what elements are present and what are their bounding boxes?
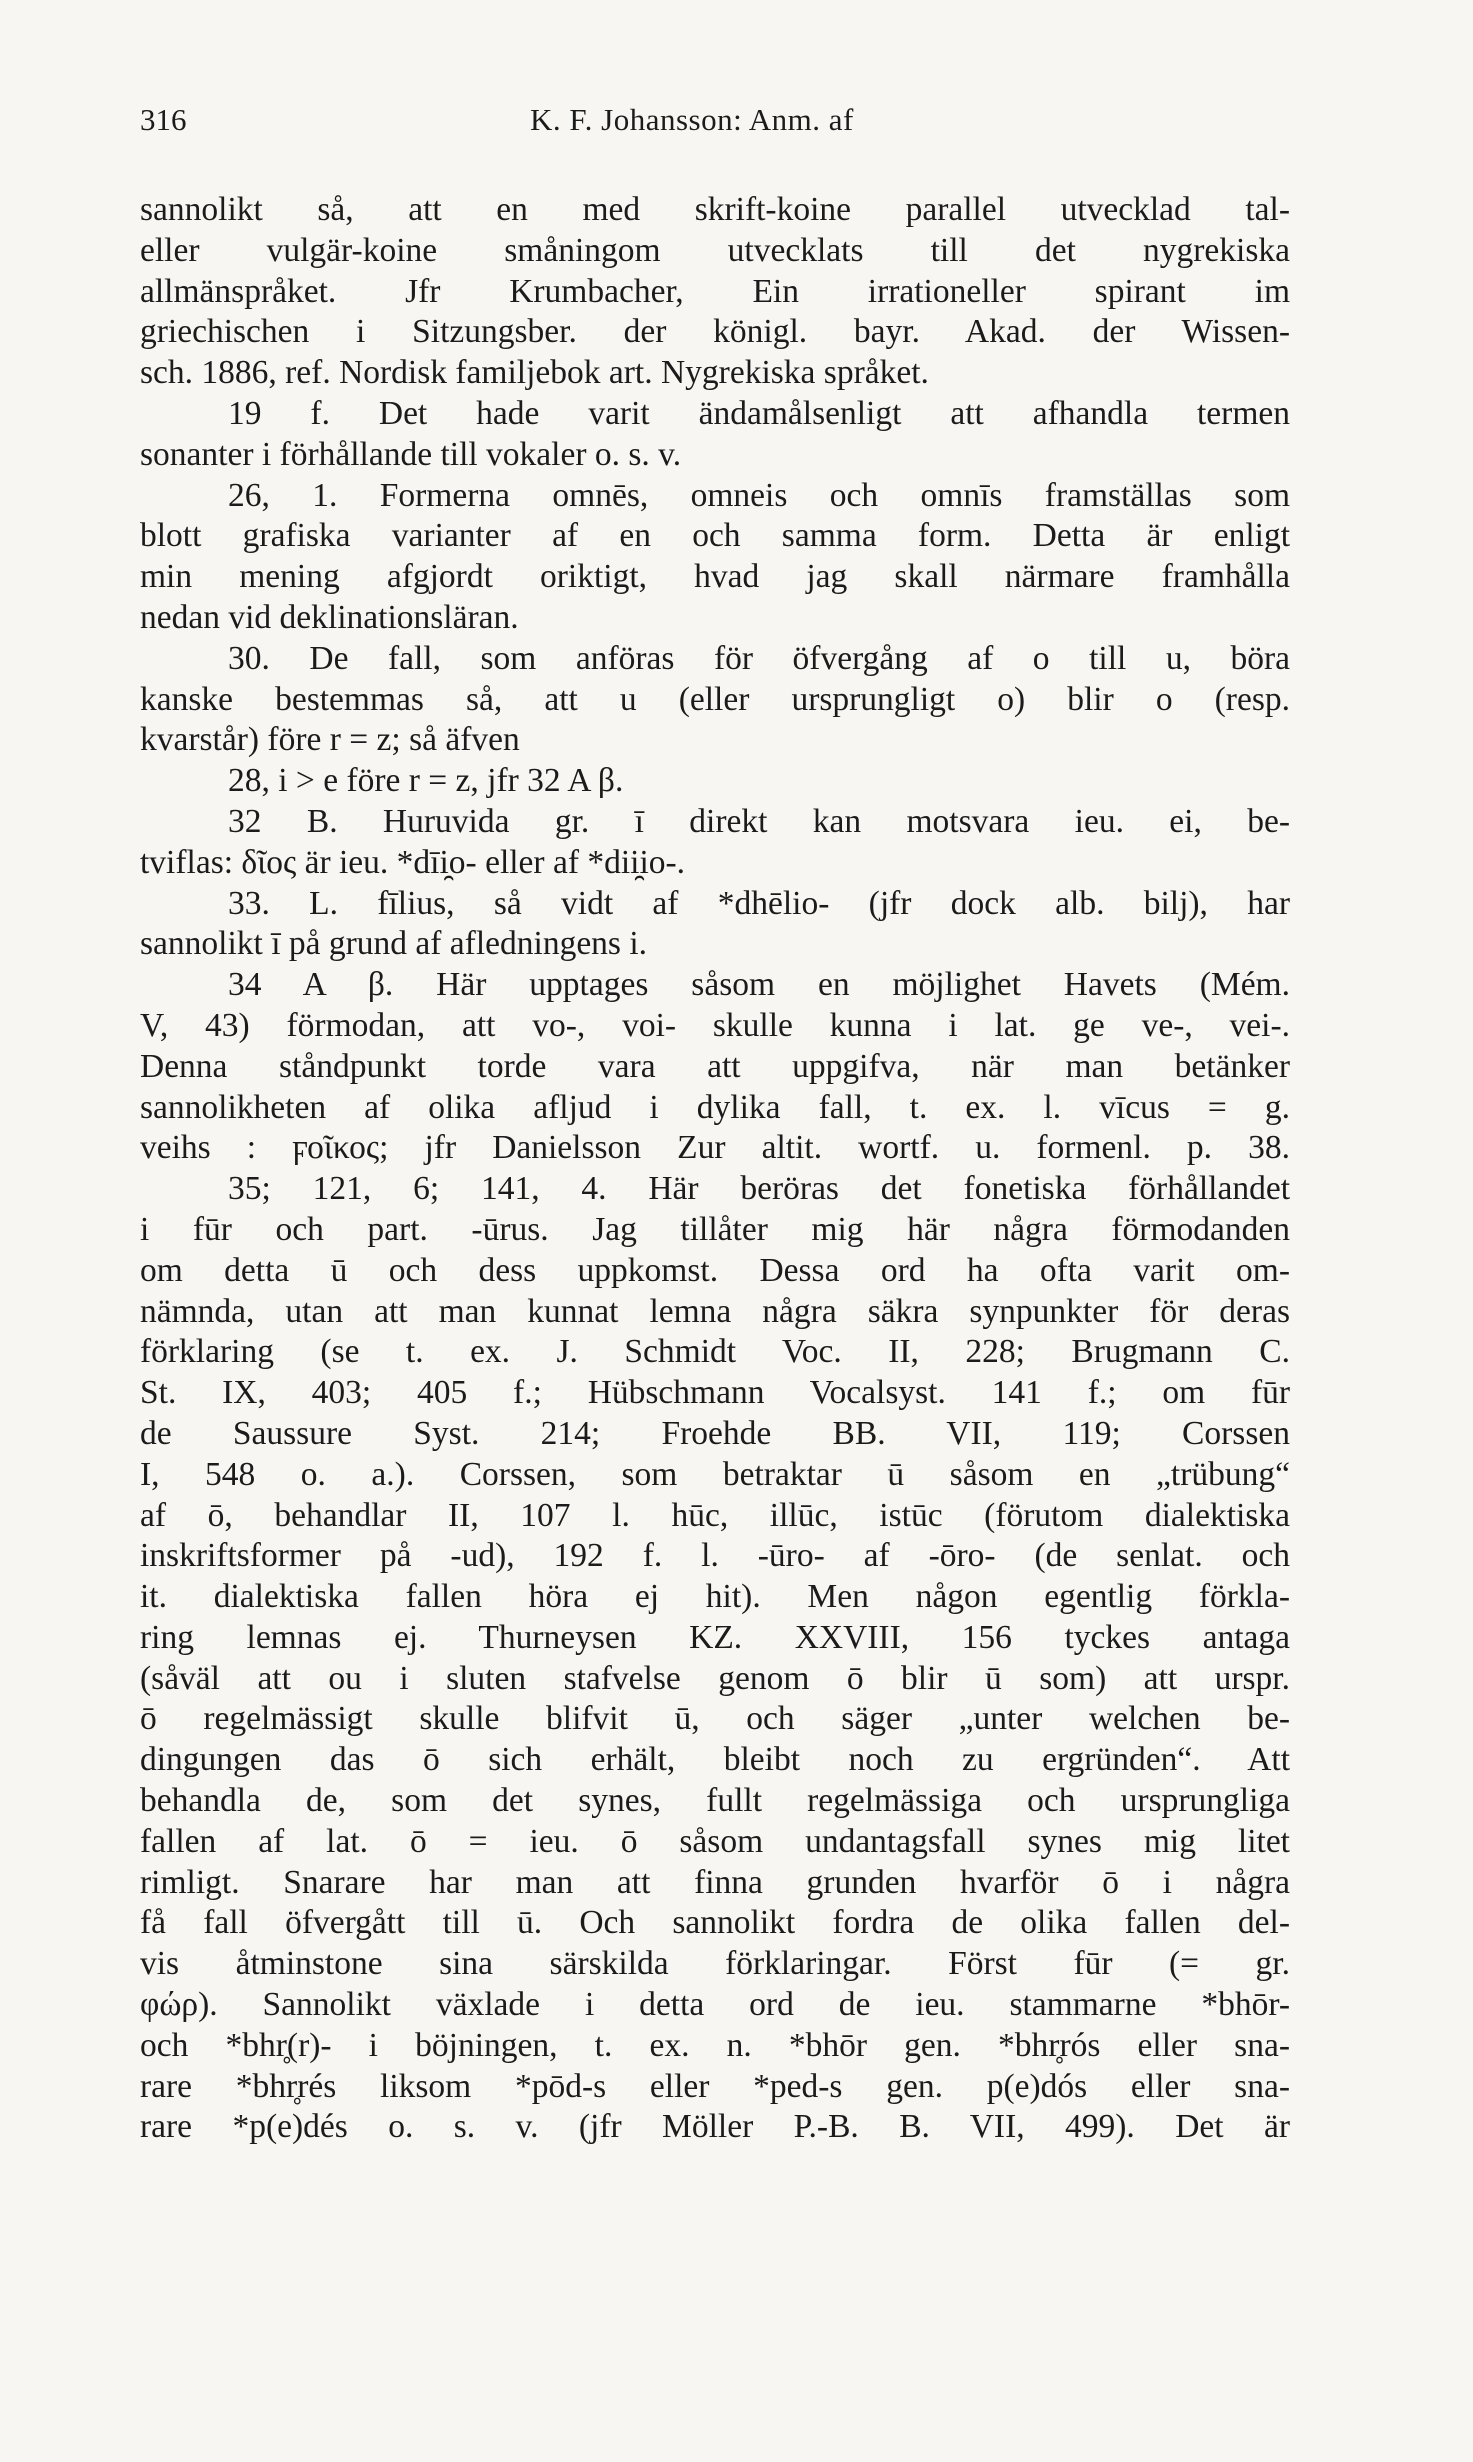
- text-line: sannolikt så, att en med skrift-koine parallel utvecklad tal-: [140, 191, 1290, 228]
- paragraph-start-line: 19 f. Det hade varit ändamålsenligt att afhandla termen: [228, 394, 1290, 432]
- text-line: och *bhr̥(r)- i böjningen, t. ex. n. *bhōr gen. *bhr̥rós eller sna-: [140, 2026, 1290, 2064]
- text-line: kvarstår) före r = z; så äfven: [140, 721, 520, 759]
- text-line: behandla de, som det synes, fullt regelmässiga och ursprungliga: [140, 1782, 1290, 1820]
- running-head: K. F. Johansson: Anm. af: [530, 102, 854, 137]
- paragraph-start-line: 28, i > e före r = z, jfr 32 A β.: [228, 762, 624, 800]
- text-line: tviflas: δῖος är ieu. *dīi̯o- eller af *dii̯io-.: [140, 843, 686, 881]
- text-line: nämnda, utan att man kunnat lemna några säkra synpunkter för deras: [140, 1292, 1290, 1330]
- paragraph-start-line: 32 B. Huruvida gr. ī direkt kan motsvara ieu. ei, be-: [228, 802, 1290, 840]
- text-line: V, 43) förmodan, att vo-, voi- skulle kunna i lat. ge ve-, vei-.: [140, 1006, 1290, 1044]
- text-line: nedan vid deklinationsläran.: [140, 598, 519, 636]
- text-line: rimligt. Snarare har man att finna grunden hvarför ō i några: [140, 1863, 1290, 1901]
- text-line: sannolikheten af olika afljud i dylika fall, t. ex. l. vīcus = g.: [140, 1088, 1290, 1126]
- body-text: [140, 190, 1290, 2148]
- text-line: fallen af lat. ō = ieu. ō såsom undantagsfall synes mig litet: [140, 1822, 1290, 1860]
- page-number: 316: [140, 102, 187, 137]
- text-line: få fall öfvergått till ū. Och sannolikt fordra de olika fallen del-: [140, 1904, 1290, 1942]
- paragraph-start-line: 33. L. fīlius, så vidt af *dhēlio- (jfr dock alb. bilj), har: [228, 884, 1290, 922]
- paragraph-start-line: 34 A β. Här upptages såsom en möjlighet Havets (Mém.: [228, 966, 1290, 1004]
- text-line: (såväl att ou i sluten stafvelse genom ō blir ū som) att urspr.: [140, 1659, 1290, 1697]
- text-line: förklaring (se t. ex. J. Schmidt Voc. II, 228; Brugmann C.: [140, 1333, 1290, 1371]
- text-line: allmänspråket. Jfr Krumbacher, Ein irrationeller spirant im: [140, 272, 1290, 310]
- text-line: om detta ū och dess uppkomst. Dessa ord ha ofta varit om-: [140, 1251, 1290, 1289]
- text-line: min mening afgjordt oriktigt, hvad jag skall närmare framhålla: [140, 558, 1290, 596]
- text-line: Denna ståndpunkt torde vara att uppgifva, när man betänker: [140, 1047, 1290, 1085]
- text-line: inskriftsformer på -ud), 192 f. l. -ūro- af -ōro- (de senlat. och: [140, 1537, 1290, 1575]
- paragraph-start-line: 35; 121, 6; 141, 4. Här beröras det fonetiska förhållandet: [228, 1170, 1290, 1208]
- text-line: it. dialektiska fallen höra ej hit). Men någon egentlig förkla-: [140, 1578, 1290, 1616]
- text-line: ō regelmässigt skulle blifvit ū, och säger „unter welchen be-: [140, 1700, 1290, 1738]
- text-line: sch. 1886, ref. Nordisk familjebok art. Nygrekiska språket.: [140, 354, 929, 392]
- text-line: af ō, behandlar II, 107 l. hūc, illūc, istūc (förutom dialektiska: [140, 1496, 1290, 1534]
- text-line: sannolikt ī på grund af afledningens i.: [140, 925, 648, 963]
- text-line: eller vulgär-koine småningom utvecklats till det nygrekiska: [140, 231, 1290, 269]
- text-line: sonanter i förhållande till vokaler o. s. v.: [140, 435, 682, 473]
- text-line: vis åtminstone sina särskilda förklaringar. Först fūr (= gr.: [140, 1945, 1290, 1983]
- page-header: [140, 92, 1290, 142]
- text-line: I, 548 o. a.). Corssen, som betraktar ū såsom en „trübung“: [140, 1455, 1290, 1493]
- text-line: blott grafiska varianter af en och samma form. Detta är enligt: [140, 517, 1290, 555]
- text-line: dingungen das ō sich erhält, bleibt noch zu ergründen“. Att: [140, 1741, 1290, 1779]
- text-line: φώρ). Sannolikt växlade i detta ord de ieu. stammarne *bhōr-: [140, 1986, 1290, 2024]
- paragraph-start-line: 26, 1. Formerna omnēs, omneis och omnīs framställas som: [228, 476, 1290, 514]
- text-line: ring lemnas ej. Thurneysen KZ. XXVIII, 156 tyckes antaga: [140, 1618, 1290, 1656]
- text-line: i fūr och part. -ūrus. Jag tillåter mig här några förmodanden: [140, 1210, 1290, 1248]
- text-line: kanske bestemmas så, att u (eller ursprungligt o) blir o (resp.: [140, 680, 1290, 718]
- text-line: griechischen i Sitzungsber. der königl. bayr. Akad. der Wissen-: [140, 313, 1290, 351]
- text-line: rare *p(e)dés o. s. v. (jfr Möller P.-B. B. VII, 499). Det är: [140, 2108, 1290, 2146]
- text-line: St. IX, 403; 405 f.; Hübschmann Vocalsyst. 141 f.; om fūr: [140, 1374, 1290, 1412]
- text-line: veihs : ϝοῖκος; jfr Danielsson Zur altit. wortf. u. formenl. p. 38.: [140, 1129, 1290, 1167]
- text-line: de Saussure Syst. 214; Froehde BB. VII, 119; Corssen: [140, 1414, 1290, 1452]
- text-line: rare *bhr̥rés liksom *pōd-s eller *ped-s gen. p(e)dós eller sna-: [140, 2067, 1290, 2105]
- paragraph-start-line: 30. De fall, som anföras för öfvergång af o till u, böra: [228, 639, 1290, 677]
